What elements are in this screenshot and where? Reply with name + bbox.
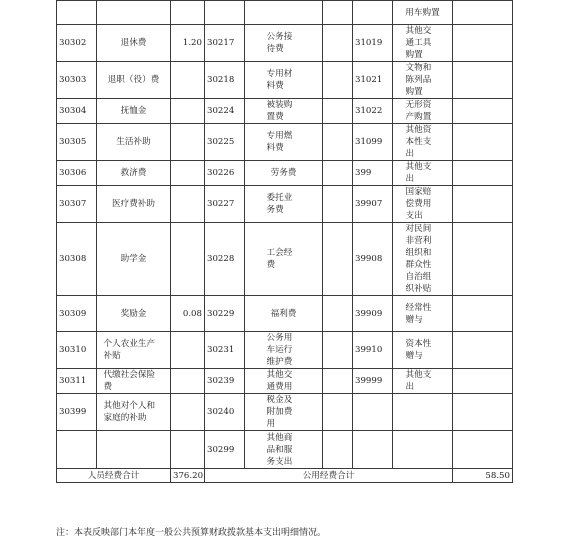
item-name-text: 其他支出 <box>405 162 432 184</box>
item-name <box>97 186 171 223</box>
table-row <box>57 332 513 369</box>
public-total-value: 58.50 <box>453 469 513 483</box>
item-code: 30311 <box>57 369 97 394</box>
item-name-text: 助学金 <box>120 254 147 264</box>
item-name <box>393 186 453 223</box>
item-code: 30309 <box>57 296 97 332</box>
item-amount <box>453 296 513 332</box>
item-amount <box>453 223 513 296</box>
item-name <box>245 332 323 369</box>
item-code: 30304 <box>57 99 97 124</box>
item-amount <box>323 332 353 369</box>
item-name <box>393 394 453 431</box>
item-name-text: 无形资产购置 <box>405 100 432 122</box>
item-name <box>393 296 453 332</box>
detail-grid <box>56 0 513 483</box>
item-name-text: 救济费 <box>120 168 147 178</box>
item-name <box>97 124 171 161</box>
item-code: 30226 <box>205 161 245 186</box>
item-name-text: 其他交通费用 <box>266 370 293 392</box>
item-name <box>393 62 453 99</box>
item-amount <box>453 394 513 431</box>
item-name-text: 文物和陈列品购置 <box>405 63 432 97</box>
table-row <box>57 99 513 124</box>
item-amount <box>323 296 353 332</box>
item-amount <box>171 394 205 431</box>
item-name-text: 其他资本性支出 <box>405 125 432 159</box>
item-name <box>245 25 323 62</box>
item-name <box>393 223 453 296</box>
item-code: 30240 <box>205 394 245 431</box>
item-amount <box>171 223 205 296</box>
item-name <box>245 161 323 186</box>
item-code: 30303 <box>57 62 97 99</box>
item-name-text: 对民间非营利组织和群众性自治组织补贴 <box>405 224 432 294</box>
item-amount <box>323 223 353 296</box>
item-code: 30218 <box>205 62 245 99</box>
item-code: 30217 <box>205 25 245 62</box>
item-code <box>353 394 393 431</box>
item-amount <box>453 25 513 62</box>
item-name <box>97 223 171 296</box>
item-name-text: 奖励金 <box>120 308 147 319</box>
expenditure-detail-table <box>56 0 512 483</box>
item-amount <box>453 332 513 369</box>
item-name <box>245 394 323 431</box>
table-row <box>57 25 513 62</box>
item-name-text: 生活补助 <box>116 137 151 147</box>
item-name <box>245 186 323 223</box>
item-name <box>245 62 323 99</box>
item-code: 31099 <box>353 124 393 161</box>
item-amount <box>453 62 513 99</box>
item-code: 30310 <box>57 332 97 369</box>
item-code: 30306 <box>57 161 97 186</box>
item-code: 30299 <box>205 431 245 469</box>
item-code: 30307 <box>57 186 97 223</box>
table-footnote: 注：本表反映部门本年度一般公共预算财政拨款基本支出明细情况。 <box>56 528 327 538</box>
partial-cell-text: 用车购置 <box>393 1 453 25</box>
item-amount <box>323 62 353 99</box>
item-name-text: 其他商品和服务支出 <box>266 432 293 467</box>
item-amount <box>323 124 353 161</box>
item-amount <box>453 431 513 469</box>
item-name-text: 被装购置费 <box>266 100 293 122</box>
item-amount <box>323 369 353 394</box>
public-total-label: 公用经费合计 <box>205 469 453 483</box>
table-row <box>57 431 513 469</box>
item-name-text: 抚恤金 <box>120 106 147 116</box>
item-name-text: 代缴社会保险费 <box>103 370 156 392</box>
item-code: 30227 <box>205 186 245 223</box>
item-name <box>97 332 171 369</box>
item-code <box>57 431 97 469</box>
item-name <box>245 296 323 332</box>
item-name <box>393 25 453 62</box>
item-name <box>393 161 453 186</box>
item-code: 30224 <box>205 99 245 124</box>
item-amount <box>171 161 205 186</box>
item-code <box>353 431 393 469</box>
item-name <box>97 369 171 394</box>
item-code: 39908 <box>353 223 393 296</box>
item-amount <box>323 25 353 62</box>
item-code: 39907 <box>353 186 393 223</box>
item-code: 30228 <box>205 223 245 296</box>
item-name-text: 资本性赠与 <box>405 339 432 361</box>
item-code: 39999 <box>353 369 393 394</box>
item-amount <box>323 161 353 186</box>
item-name <box>393 99 453 124</box>
item-amount <box>323 186 353 223</box>
item-code: 39910 <box>353 332 393 369</box>
item-name <box>97 99 171 124</box>
item-code: 399 <box>353 161 393 186</box>
item-amount <box>171 332 205 369</box>
item-amount <box>453 124 513 161</box>
table-row <box>57 223 513 296</box>
item-code: 30231 <box>205 332 245 369</box>
item-name-text: 经常性赠与 <box>405 302 432 325</box>
item-name <box>393 369 453 394</box>
item-name-text: 国家赔偿费用支出 <box>405 187 432 221</box>
item-amount <box>453 161 513 186</box>
item-amount <box>323 99 353 124</box>
item-amount: 1.20 <box>171 25 205 62</box>
item-amount <box>323 431 353 469</box>
item-code: 30239 <box>205 369 245 394</box>
item-amount <box>171 431 205 469</box>
item-name <box>393 124 453 161</box>
item-code: 30225 <box>205 124 245 161</box>
item-amount <box>171 124 205 161</box>
item-name-text: 公务接待费 <box>266 32 293 54</box>
item-name <box>245 369 323 394</box>
item-name-text: 公务用车运行维护费 <box>266 333 293 367</box>
item-amount <box>453 99 513 124</box>
table-row <box>57 394 513 431</box>
item-name-text: 专用燃料费 <box>266 131 293 153</box>
table-row <box>57 62 513 99</box>
personnel-total-value: 376.20 <box>171 469 205 483</box>
item-code: 31019 <box>353 25 393 62</box>
item-name <box>393 431 453 469</box>
item-name <box>97 394 171 431</box>
item-amount <box>323 394 353 431</box>
item-name <box>245 431 323 469</box>
item-code: 30305 <box>57 124 97 161</box>
item-name-text: 其他支出 <box>405 370 432 392</box>
item-name <box>97 25 171 62</box>
item-name-text: 个人农业生产补贴 <box>103 339 156 361</box>
item-name-text: 其他交通工具购置 <box>405 26 432 60</box>
table-row <box>57 124 513 161</box>
item-name <box>97 161 171 186</box>
item-name <box>245 99 323 124</box>
item-name-text: 医疗费补助 <box>112 199 155 209</box>
table-row <box>57 369 513 394</box>
table-row <box>57 1 513 25</box>
item-name <box>393 332 453 369</box>
item-name <box>97 296 171 332</box>
item-amount <box>171 62 205 99</box>
item-name <box>97 62 171 99</box>
item-amount <box>453 186 513 223</box>
personnel-total-label: 人员经费合计 <box>57 469 171 483</box>
item-name-text: 劳务费 <box>270 168 297 178</box>
table-row <box>57 186 513 223</box>
item-code: 30399 <box>57 394 97 431</box>
table-row <box>57 161 513 186</box>
item-amount: 0.08 <box>171 296 205 332</box>
totals-row <box>57 469 513 483</box>
item-name-text: 税金及附加费用 <box>266 395 293 429</box>
item-code: 30302 <box>57 25 97 62</box>
item-amount <box>171 369 205 394</box>
item-amount <box>171 186 205 223</box>
item-name <box>245 124 323 161</box>
item-name-text: 委托业务费 <box>266 193 293 215</box>
item-amount <box>171 99 205 124</box>
item-name-text: 其他对个人和家庭的补助 <box>103 401 156 423</box>
item-code: 39909 <box>353 296 393 332</box>
item-code: 30308 <box>57 223 97 296</box>
item-name-text: 专用材料费 <box>266 69 293 91</box>
item-name-text: 退休费 <box>120 38 147 48</box>
item-name-text: 退职（役）费 <box>107 75 160 85</box>
item-name-text: 工会经费 <box>266 248 293 270</box>
item-name-text: 福利费 <box>270 308 297 319</box>
table-row <box>57 296 513 332</box>
item-name <box>245 223 323 296</box>
item-name <box>97 431 171 469</box>
item-code: 31021 <box>353 62 393 99</box>
item-code: 31022 <box>353 99 393 124</box>
item-amount <box>453 369 513 394</box>
item-code: 30229 <box>205 296 245 332</box>
